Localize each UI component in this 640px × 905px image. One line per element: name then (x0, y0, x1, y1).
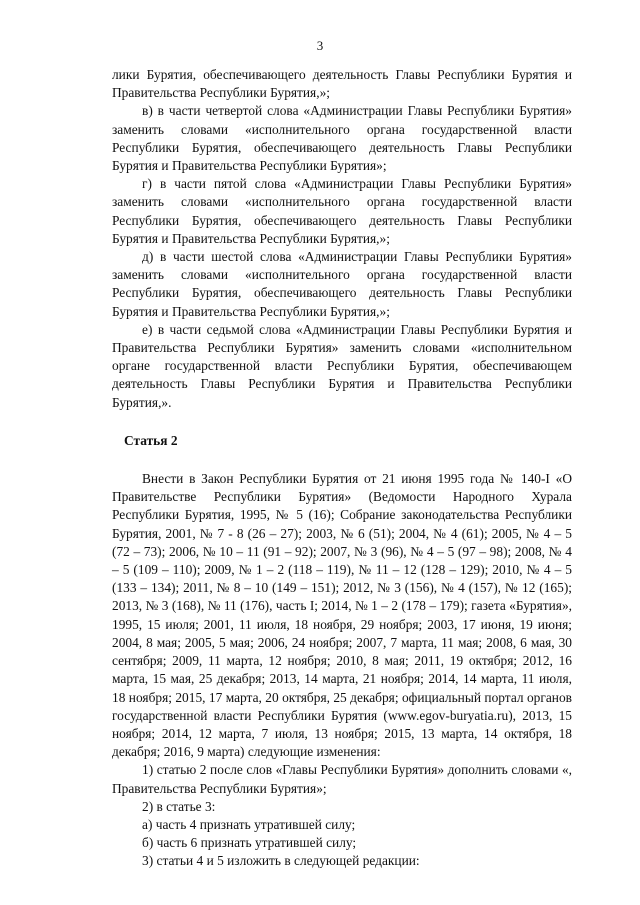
page-number: 3 (316, 38, 324, 53)
paragraph-item-e: е) в части седьмой слова «Администрации Главы Республики Бурятия и Правительства Республики Бурятия» заменить словами «исполнительном органе государственной власти Республики Бурятия, обеспечивающем деятельность Главы Республики Бурятия и Правительства Республики Бурятия,». (112, 321, 572, 410)
paragraph-change-2a: а) часть 4 признать утратившей силу; (142, 816, 356, 832)
article-heading: Статья 2 (124, 432, 178, 448)
paragraph-item-g: г) в части пятой слова «Администрации Главы Республики Бурятия» заменить словами «исполнительного органа государственной власти Республики Бурятия, обеспечивающего деятельность Главы Республики Бурятия и Правительства Республики Бурятия,»; (112, 176, 572, 246)
document-body (112, 66, 572, 871)
paragraph-amendment-intro: Внести в Закон Республики Бурятия от 21 июня 1995 года № 140-I «О Правительстве Республики Бурятия» (Ведомости Народного Хурала Республики Бурятия, 1995, № 5 (16); Собрание законодательства Республики Бурятия, 2001, № 7 - 8 (26 – 27); 2003, № 6 (51); 2004, № 4 (61); 2005, № 4 – 5 (72 – 73); 2006, № 10 – 11 (91 – 92); 2007, № 3 (96), № 4 – 5 (97 – 98); 2008, № 4 – 5 (109 – 110); 2009, № 1 – 2 (118 – 119), № 11 – 12 (128 – 129); 2010, № 4 – 5 (133 – 134); 2011, № 8 – 10 (149 – 151); 2012, № 3 (156), № 4 (157), № 12 (165); 2013, № 3 (168), № 11 (176), часть I; 2014, № 1 – 2 (178 – 179); газета «Бурятия», 1995, 15 июля; 2001, 11 июля, 18 ноября, 29 ноября; 2003, 17 июня, 19 июня; 2004, 8 мая; 2005, 5 мая; 2006, 24 ноября; 2007, 7 марта, 11 мая; 2008, 6 мая, 30 сентября; 2009, 11 марта, 12 ноября; 2010, 8 мая; 2011, 19 октября; 2012, 16 марта, 15 мая, 25 декабря; 2013, 14 марта, 21 ноября; 2014, 14 марта, 11 июля, 18 ноября; 2015, 17 марта, 20 октября, 25 декабря; официальный портал органов государственной власти Республики Бурятия (www.egov-buryatia.ru), 2013, 15 ноября; 2014, 12 марта, 7 июля, 13 ноября; 2015, 13 марта, 14 октября, 18 декабря; 2016, 9 марта) следующие изменения: (112, 471, 572, 760)
paragraph-change-1: 1) статью 2 после слов «Главы Республики Бурятия» дополнить словами «, Правительства Республики Бурятия»; (112, 762, 572, 796)
paragraph-change-2: 2) в статье 3: (142, 798, 216, 814)
paragraph-change-2b: б) часть 6 признать утратившей силу; (142, 835, 357, 851)
paragraph-continuation: лики Бурятия, обеспечивающего деятельность Главы Республики Бурятия и Правительства Республики Бурятия,»; (112, 67, 572, 101)
paragraph-item-d: д) в части шестой слова «Администрации Главы Республики Бурятия» заменить словами «исполнительного органа государственной власти Республики Бурятия, обеспечивающего деятельность Главы Республики Бурятия и Правительства Республики Бурятия,»; (112, 249, 572, 319)
paragraph-item-v: в) в части четвертой слова «Администрации Главы Республики Бурятия» заменить словами «исполнительного органа государственной власти Республики Бурятия, обеспечивающего деятельность Главы Республики Бурятия и Правительства Республики Бурятия»; (112, 103, 572, 174)
paragraph-change-3: 3) статьи 4 и 5 изложить в следующей редакции: (142, 853, 420, 869)
